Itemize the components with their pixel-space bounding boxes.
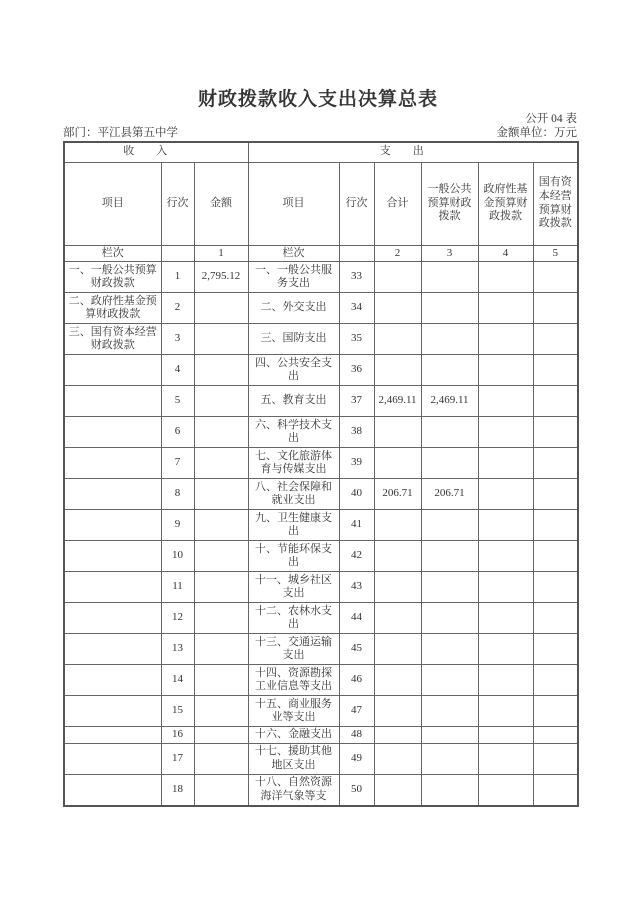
table-row <box>64 479 578 510</box>
cell-income-item: 二、政府性基金预算财政拨款 <box>64 293 161 324</box>
cell-exp-item: 六、科学技术支出 <box>248 417 339 448</box>
cell-income-line: 15 <box>161 696 194 727</box>
section-header-row <box>64 142 578 162</box>
cell-exp-state-capital <box>533 448 578 479</box>
cell-exp-line: 46 <box>339 665 374 696</box>
cell-income-amount <box>194 355 248 386</box>
cell-exp-line: 45 <box>339 634 374 665</box>
cell-exp-total <box>374 293 421 324</box>
cell-income-item <box>64 634 161 665</box>
income-section-header: 收入 <box>64 142 248 162</box>
column-index-row <box>64 245 578 262</box>
table-row <box>64 541 578 572</box>
cell-exp-item: 四、公共安全支出 <box>248 355 339 386</box>
cell-exp-general-budget <box>421 603 478 634</box>
colindex-exp-general-budget: 3 <box>421 245 478 262</box>
cell-exp-state-capital <box>533 417 578 448</box>
cell-income-item: 一、一般公共预算财政拨款 <box>64 262 161 293</box>
colindex-exp-gov-fund: 4 <box>478 245 533 262</box>
cell-exp-state-capital <box>533 775 578 806</box>
cell-income-amount <box>194 324 248 355</box>
cell-income-item <box>64 448 161 479</box>
cell-exp-general-budget <box>421 293 478 324</box>
cell-income-amount <box>194 293 248 324</box>
cell-income-amount <box>194 603 248 634</box>
cell-exp-item: 五、教育支出 <box>248 386 339 417</box>
cell-exp-item: 二、外交支出 <box>248 293 339 324</box>
cell-exp-state-capital <box>533 744 578 775</box>
cell-income-item <box>64 744 161 775</box>
cell-income-item <box>64 665 161 696</box>
cell-income-amount: 2,795.12 <box>194 262 248 293</box>
cell-income-amount <box>194 727 248 744</box>
cell-exp-total <box>374 603 421 634</box>
cell-exp-state-capital <box>533 572 578 603</box>
cell-exp-line: 47 <box>339 696 374 727</box>
cell-exp-item: 一、一般公共服务支出 <box>248 262 339 293</box>
col-header-exp-line: 行次 <box>339 162 374 245</box>
department-label: 部门：平江县第五中学 <box>63 127 178 139</box>
colindex-exp-line <box>339 245 374 262</box>
cell-income-line: 3 <box>161 324 194 355</box>
col-header-income-amount: 金额 <box>194 162 248 245</box>
cell-exp-total <box>374 665 421 696</box>
cell-exp-state-capital <box>533 355 578 386</box>
cell-exp-total <box>374 510 421 541</box>
col-header-exp-general-budget: 一般公共预算财政拨款 <box>421 162 478 245</box>
cell-income-item <box>64 572 161 603</box>
cell-income-item <box>64 696 161 727</box>
cell-exp-item: 十六、金融支出 <box>248 727 339 744</box>
cell-exp-total: 206.71 <box>374 479 421 510</box>
cell-exp-item: 十七、援助其他地区支出 <box>248 744 339 775</box>
table-row <box>64 775 578 806</box>
cell-exp-line: 40 <box>339 479 374 510</box>
table-row <box>64 727 578 744</box>
cell-exp-gov-fund <box>478 634 533 665</box>
cell-exp-state-capital <box>533 696 578 727</box>
colindex-exp-total: 2 <box>374 245 421 262</box>
cell-exp-gov-fund <box>478 293 533 324</box>
cell-exp-gov-fund <box>478 665 533 696</box>
cell-income-item <box>64 355 161 386</box>
cell-income-amount <box>194 541 248 572</box>
table-row <box>64 510 578 541</box>
cell-exp-general-budget <box>421 510 478 541</box>
cell-income-line: 17 <box>161 744 194 775</box>
cell-exp-gov-fund <box>478 386 533 417</box>
table-row <box>64 386 578 417</box>
table-row <box>64 262 578 293</box>
cell-exp-line: 34 <box>339 293 374 324</box>
fiscal-summary-table <box>63 141 579 807</box>
meta-row <box>63 126 577 140</box>
cell-income-amount <box>194 417 248 448</box>
cell-exp-gov-fund <box>478 262 533 293</box>
col-header-income-line: 行次 <box>161 162 194 245</box>
cell-income-line: 18 <box>161 775 194 806</box>
cell-exp-total <box>374 775 421 806</box>
cell-income-line: 8 <box>161 479 194 510</box>
cell-income-item <box>64 510 161 541</box>
cell-exp-item: 十八、自然资源海洋气象等支 <box>248 775 339 806</box>
cell-exp-general-budget <box>421 727 478 744</box>
cell-income-line: 13 <box>161 634 194 665</box>
cell-exp-total <box>374 572 421 603</box>
cell-exp-state-capital <box>533 324 578 355</box>
table-row <box>64 665 578 696</box>
cell-exp-general-budget: 206.71 <box>421 479 478 510</box>
cell-exp-gov-fund <box>478 417 533 448</box>
cell-exp-state-capital <box>533 665 578 696</box>
cell-income-line: 12 <box>161 603 194 634</box>
cell-exp-line: 35 <box>339 324 374 355</box>
cell-exp-line: 37 <box>339 386 374 417</box>
cell-exp-total <box>374 744 421 775</box>
cell-exp-general-budget <box>421 355 478 386</box>
cell-exp-state-capital <box>533 603 578 634</box>
cell-exp-gov-fund <box>478 727 533 744</box>
table-row <box>64 448 578 479</box>
cell-exp-line: 49 <box>339 744 374 775</box>
cell-exp-general-budget <box>421 572 478 603</box>
cell-income-amount <box>194 696 248 727</box>
colindex-income-line <box>161 245 194 262</box>
cell-exp-line: 42 <box>339 541 374 572</box>
colindex-exp-state-capital: 5 <box>533 245 578 262</box>
cell-exp-item: 十四、资源勘探工业信息等支出 <box>248 665 339 696</box>
cell-exp-item: 十五、商业服务业等支出 <box>248 696 339 727</box>
cell-income-line: 11 <box>161 572 194 603</box>
cell-exp-general-budget <box>421 262 478 293</box>
cell-exp-state-capital <box>533 293 578 324</box>
cell-exp-gov-fund <box>478 355 533 386</box>
cell-income-amount <box>194 634 248 665</box>
col-header-exp-item: 项目 <box>248 162 339 245</box>
cell-exp-state-capital <box>533 634 578 665</box>
cell-exp-general-budget <box>421 324 478 355</box>
cell-income-amount <box>194 572 248 603</box>
cell-exp-gov-fund <box>478 775 533 806</box>
cell-exp-item: 七、文化旅游体育与传媒支出 <box>248 448 339 479</box>
cell-exp-state-capital <box>533 541 578 572</box>
cell-income-line: 4 <box>161 355 194 386</box>
cell-exp-line: 41 <box>339 510 374 541</box>
cell-exp-state-capital <box>533 727 578 744</box>
cell-exp-total <box>374 448 421 479</box>
table-row <box>64 572 578 603</box>
colindex-exp-item: 栏次 <box>248 245 339 262</box>
cell-income-item <box>64 775 161 806</box>
cell-exp-line: 39 <box>339 448 374 479</box>
cell-exp-item: 十一、城乡社区支出 <box>248 572 339 603</box>
unit-label: 金额单位：万元 <box>496 127 577 139</box>
cell-exp-line: 50 <box>339 775 374 806</box>
cell-exp-gov-fund <box>478 510 533 541</box>
cell-exp-total <box>374 541 421 572</box>
cell-income-amount <box>194 775 248 806</box>
cell-income-item <box>64 386 161 417</box>
cell-exp-item: 九、卫生健康支出 <box>248 510 339 541</box>
cell-income-line: 9 <box>161 510 194 541</box>
cell-income-item <box>64 479 161 510</box>
cell-exp-total <box>374 262 421 293</box>
cell-income-item <box>64 727 161 744</box>
cell-exp-gov-fund <box>478 448 533 479</box>
cell-exp-general-budget <box>421 665 478 696</box>
cell-exp-line: 48 <box>339 727 374 744</box>
table-row <box>64 293 578 324</box>
table-row <box>64 324 578 355</box>
cell-exp-state-capital <box>533 479 578 510</box>
colindex-income-amount: 1 <box>194 245 248 262</box>
cell-exp-total <box>374 417 421 448</box>
table-header <box>64 142 578 262</box>
cell-exp-general-budget <box>421 634 478 665</box>
cell-exp-line: 38 <box>339 417 374 448</box>
cell-exp-gov-fund <box>478 696 533 727</box>
col-header-exp-total: 合计 <box>374 162 421 245</box>
cell-exp-total <box>374 324 421 355</box>
cell-exp-general-budget <box>421 744 478 775</box>
cell-income-item <box>64 603 161 634</box>
cell-income-amount <box>194 510 248 541</box>
cell-income-line: 14 <box>161 665 194 696</box>
cell-exp-gov-fund <box>478 479 533 510</box>
table-row <box>64 634 578 665</box>
cell-income-amount <box>194 665 248 696</box>
cell-exp-general-budget <box>421 448 478 479</box>
cell-income-amount <box>194 479 248 510</box>
cell-income-item: 三、国有资本经营财政拨款 <box>64 324 161 355</box>
cell-income-amount <box>194 744 248 775</box>
cell-exp-gov-fund <box>478 324 533 355</box>
col-header-exp-state-capital: 国有资本经营预算财政拨款 <box>533 162 578 245</box>
cell-exp-gov-fund <box>478 603 533 634</box>
colindex-income-item: 栏次 <box>64 245 161 262</box>
cell-exp-state-capital <box>533 262 578 293</box>
col-header-income-item: 项目 <box>64 162 161 245</box>
cell-exp-total <box>374 355 421 386</box>
cell-income-item <box>64 417 161 448</box>
cell-exp-general-budget <box>421 775 478 806</box>
cell-exp-total <box>374 634 421 665</box>
cell-income-item <box>64 541 161 572</box>
cell-exp-item: 十三、交通运输支出 <box>248 634 339 665</box>
cell-income-amount <box>194 448 248 479</box>
cell-exp-line: 43 <box>339 572 374 603</box>
cell-exp-gov-fund <box>478 541 533 572</box>
cell-exp-gov-fund <box>478 572 533 603</box>
cell-exp-gov-fund <box>478 744 533 775</box>
table-row <box>64 696 578 727</box>
cell-exp-line: 36 <box>339 355 374 386</box>
cell-income-line: 2 <box>161 293 194 324</box>
cell-exp-item: 十二、农林水支出 <box>248 603 339 634</box>
cell-income-line: 6 <box>161 417 194 448</box>
table-row <box>64 744 578 775</box>
cell-exp-item: 十、节能环保支出 <box>248 541 339 572</box>
cell-income-line: 1 <box>161 262 194 293</box>
cell-income-line: 16 <box>161 727 194 744</box>
cell-exp-state-capital <box>533 386 578 417</box>
expense-section-header: 支出 <box>248 142 578 162</box>
cell-exp-state-capital <box>533 510 578 541</box>
cell-exp-general-budget <box>421 541 478 572</box>
column-header-row <box>64 162 578 245</box>
cell-exp-item: 三、国防支出 <box>248 324 339 355</box>
cell-exp-general-budget <box>421 417 478 448</box>
cell-exp-item: 八、社会保障和就业支出 <box>248 479 339 510</box>
table-row <box>64 603 578 634</box>
cell-income-line: 10 <box>161 541 194 572</box>
cell-income-line: 7 <box>161 448 194 479</box>
cell-exp-total <box>374 696 421 727</box>
cell-exp-total <box>374 727 421 744</box>
table-body <box>64 262 578 806</box>
cell-income-line: 5 <box>161 386 194 417</box>
page-title: 财政拨款收入支出决算总表 <box>197 89 438 110</box>
table-row <box>64 355 578 386</box>
table-row <box>64 417 578 448</box>
cell-exp-line: 33 <box>339 262 374 293</box>
col-header-exp-gov-fund: 政府性基金预算财政拨款 <box>478 162 533 245</box>
cell-exp-general-budget: 2,469.11 <box>421 386 478 417</box>
cell-income-amount <box>194 386 248 417</box>
cell-exp-line: 44 <box>339 603 374 634</box>
table-code: 公开 04 表 <box>525 113 577 125</box>
cell-exp-general-budget <box>421 696 478 727</box>
cell-exp-total: 2,469.11 <box>374 386 421 417</box>
